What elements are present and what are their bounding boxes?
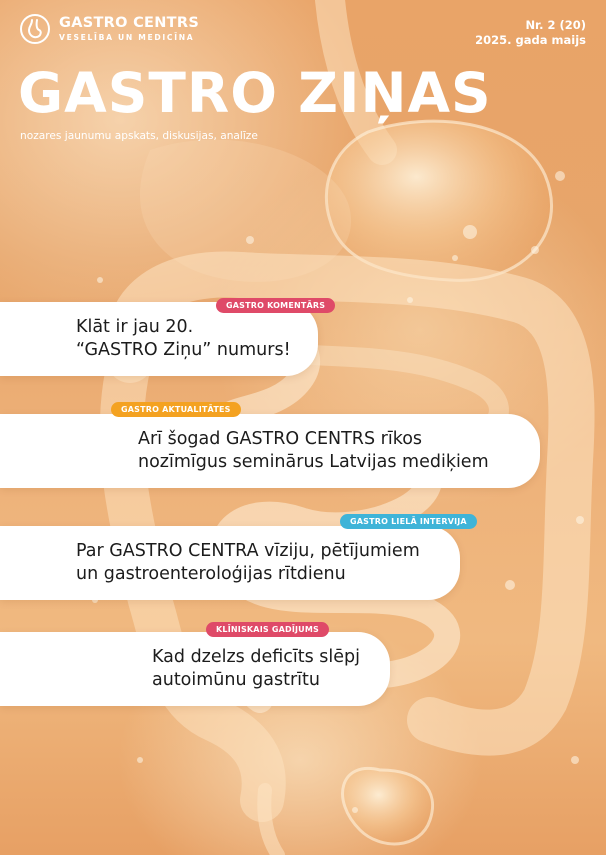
headline-line: Kad dzelzs deficīts slēpj — [152, 647, 360, 667]
tag-gastro-komentars: GASTRO KOMENTĀRS — [216, 298, 335, 313]
tag-kliniskais-gadijums: KLĪNISKAIS GADĪJUMS — [206, 622, 329, 637]
headline-line: Klāt ir jau 20. — [76, 317, 194, 337]
headline-line: “GASTRO Ziņu” numurs! — [76, 340, 291, 360]
story-aktualitates[interactable] — [0, 414, 540, 488]
story-intervija[interactable] — [0, 526, 460, 600]
tag-gastro-aktualitates: GASTRO AKTUALITĀTES — [111, 402, 241, 417]
story-headline — [76, 540, 460, 586]
story-headline — [76, 316, 318, 362]
headline-line: Par GASTRO CENTRA vīziju, pētījumiem — [76, 541, 420, 561]
headline-line: Arī šogad GASTRO CENTRS rīkos — [138, 429, 423, 449]
story-komentars[interactable] — [0, 302, 318, 376]
story-headline — [152, 646, 390, 692]
story-kliniskais-gadijums[interactable] — [0, 632, 390, 706]
brand-tagline: VESELĪBA UN MEDICĪNA — [59, 33, 195, 42]
issue-info — [475, 18, 586, 48]
masthead-subtitle: nozares jaunumu apskats, diskusijas, analīze — [20, 130, 258, 142]
tag-gastro-liela-intervija: GASTRO LIELĀ INTERVIJA — [340, 514, 477, 529]
brand — [20, 14, 199, 44]
stomach-logo-icon — [20, 14, 50, 44]
masthead-title: GASTRO ZIŅAS — [18, 61, 492, 125]
headline-line: autoimūnu gastrītu — [152, 670, 320, 690]
headline-line: un gastroenteroloģijas rītdienu — [76, 564, 346, 584]
headline-line: nozīmīgus seminārus Latvijas mediķiem — [138, 452, 489, 472]
brand-name: GASTRO CENTRS — [59, 15, 200, 31]
issue-number: Nr. 2 (20) — [525, 18, 586, 32]
story-headline — [138, 428, 540, 474]
issue-date: 2025. gada maijs — [475, 33, 586, 47]
